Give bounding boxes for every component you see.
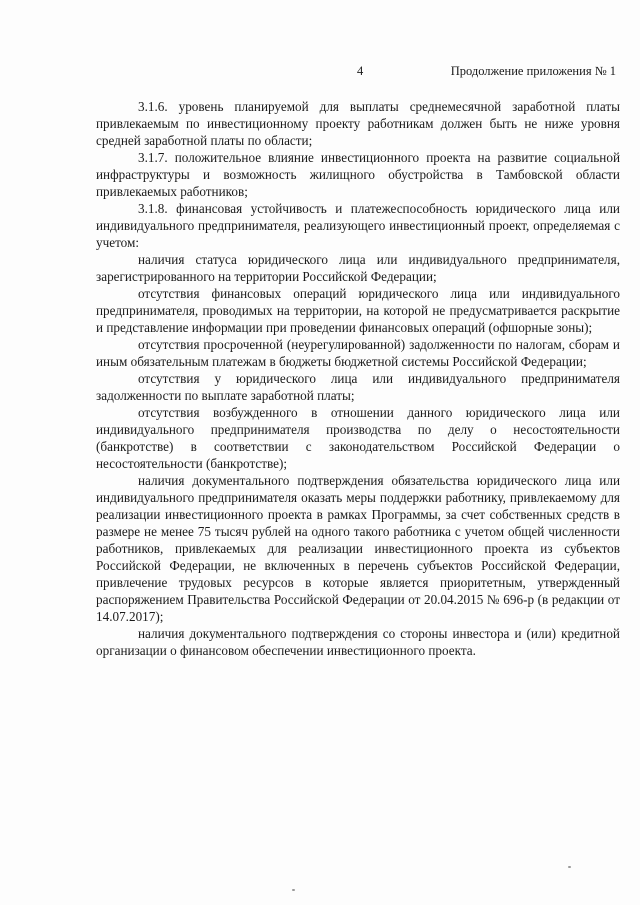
paragraph-3-1-8: 3.1.8. финансовая устойчивость и платежеспособность юридического лица или индивидуального предпринимателя, реализующего инвестиционный проект, определяемая с учетом: — [96, 201, 620, 250]
appendix-continuation-label: Продолжение приложения № 1 — [450, 64, 616, 78]
document-body — [96, 98, 620, 659]
criterion-no-tax-debt: отсутствия просроченной (неурегулированной) задолженности по налогам, сборам и иным обязательным платежам в бюджеты бюджетной системы Российской Федерации; — [96, 337, 620, 369]
criterion-no-bankruptcy: отсутствия возбужденного в отношении данного юридического лица или индивидуального предпринимателя производства по делу о несостоятельности (банкротстве) в соответствии с законодательством Российской Федерации о несостоятельности (банкротстве); — [96, 405, 620, 471]
page-header — [0, 64, 640, 82]
scan-speck — [292, 889, 295, 891]
criterion-no-wage-debt: отсутствия у юридического лица или индивидуального предпринимателя задолженности по выплате заработной платы; — [96, 371, 620, 403]
criterion-no-offshore-operations: отсутствия финансовых операций юридического лица или индивидуального предпринимателя, проводимых на территории, на которой не предусматривается раскрытие и представление информации при проведении финансовых операций (офшорные зоны); — [96, 286, 620, 335]
page-number: 4 — [357, 64, 364, 78]
paragraph-3-1-7: 3.1.7. положительное влияние инвестиционного проекта на развитие социальной инфраструктуры и возможность жилищного обустройства в Тамбовской области привлекаемых работников; — [96, 150, 620, 199]
criterion-worker-support-commitment: наличия документального подтверждения обязательства юридического лица или индивидуального предпринимателя оказать меры поддержки работнику, привлекаемому для реализации инвестиционного проекта в рамках Программы, за счет собственных средств в размере не менее 75 тысяч рублей на одного такого работника с учетом общей численности работников, привлекаемых для реализации инвестиционного проекта из субъектов Российской Федерации, не включенных в перечень субъектов Российской Федерации, привлечение трудовых ресурсов в которые является приоритетным, утвержденный распоряжением Правительства Российской Федерации от 20.04.2015 № 696-р (в редакции от 14.07.2017); — [96, 473, 620, 624]
criterion-legal-status: наличия статуса юридического лица или индивидуального предпринимателя, зарегистрированного на территории Российской Федерации; — [96, 252, 620, 284]
paragraph-3-1-6: 3.1.6. уровень планируемой для выплаты среднемесячной заработной платы привлекаемым по инвестиционному проекту работникам должен быть не ниже уровня средней заработной платы по области; — [96, 99, 620, 148]
criterion-financial-backing: наличия документального подтверждения со стороны инвестора и (или) кредитной организации о финансовом обеспечении инвестиционного проекта. — [96, 626, 620, 658]
scan-speck — [568, 866, 571, 868]
